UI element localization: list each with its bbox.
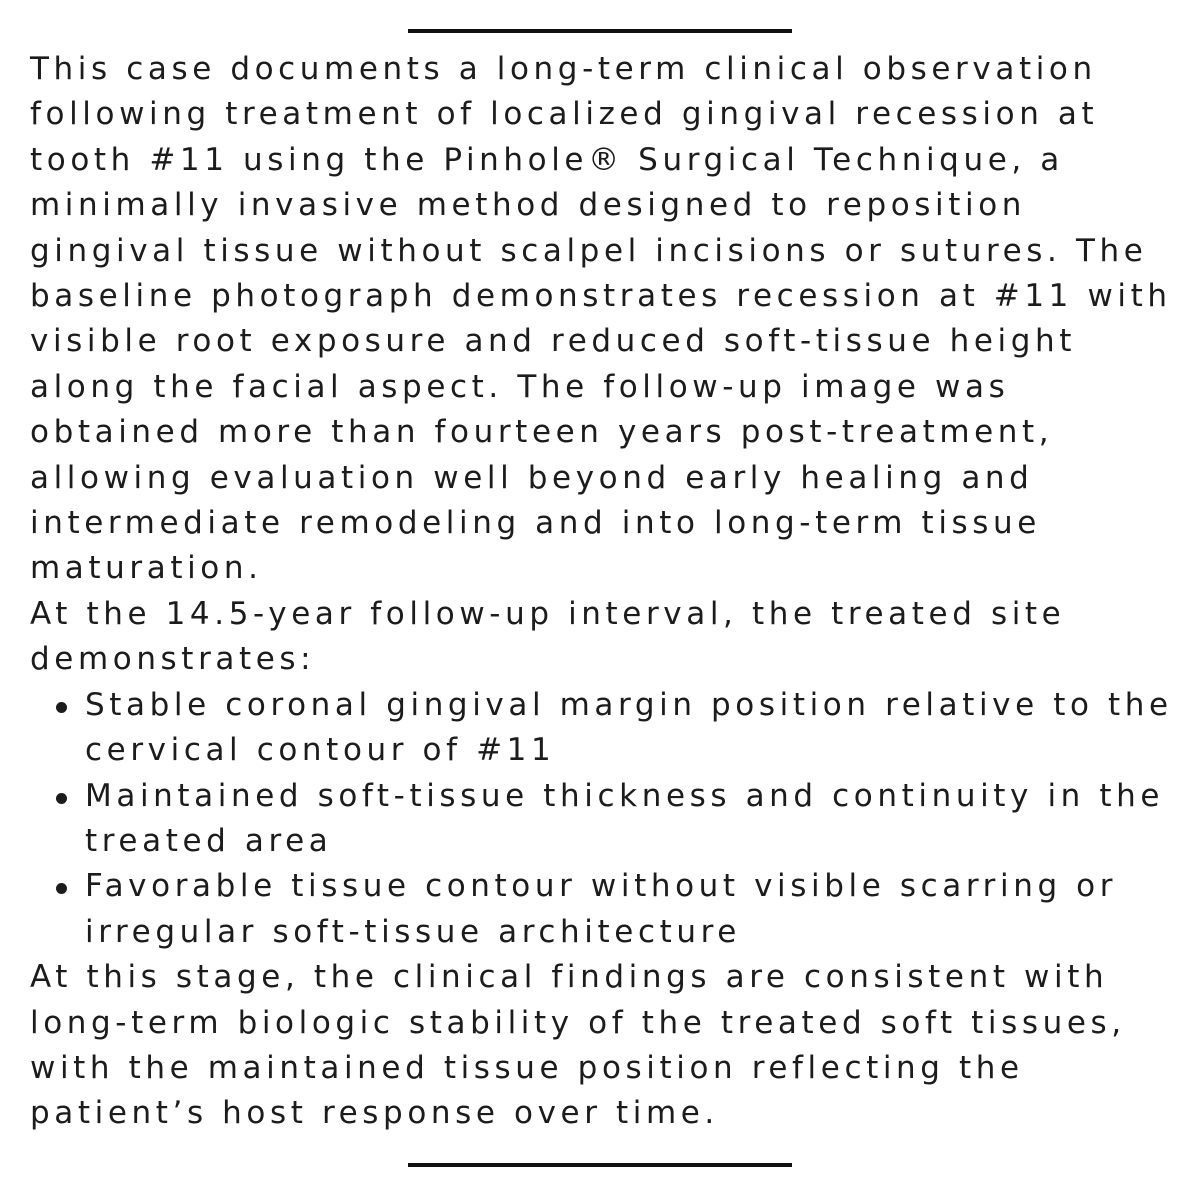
bullet-icon	[56, 702, 67, 713]
findings-lead-in: At the 14.5-year follow-up interval, the treated site demonstrates:	[30, 595, 1066, 678]
finding-text: Stable coronal gingival margin position relative to the cervical contour of #11	[85, 686, 1173, 769]
intro-paragraph: This case documents a long-term clinical observation following treatment of localized gingival recession at tooth #11 using the Pinhole® Surgical Technique, a minimally invasive method designed to reposition gingival tissue without scalpel incisions or sutures. The baseline photograph demonstrates recession at #11 with visible root exposure and reduced soft-tissue height along the facial aspect. The follow-up image was obtained more than fourteen years post-treatment, allowing evaluation well beyond early healing and intermediate remodeling and into long-term tissue maturation.	[30, 51, 1172, 587]
bullet-icon	[56, 793, 67, 804]
findings-list	[30, 683, 1175, 955]
list-item	[30, 774, 1175, 865]
case-description	[30, 47, 1175, 1137]
conclusion-paragraph: At this stage, the clinical findings are consistent with long-term biologic stability of the treated soft tissues, with the maintained tissue position reflecting the patient’s host response over time.	[30, 959, 1126, 1132]
top-divider	[408, 29, 792, 33]
list-item	[30, 864, 1175, 955]
list-item	[30, 683, 1175, 774]
bullet-icon	[56, 883, 67, 894]
finding-text: Favorable tissue contour without visible scarring or irregular soft-tissue architecture	[85, 868, 1118, 950]
finding-text: Maintained soft-tissue thickness and continuity in the treated area	[85, 777, 1165, 859]
bottom-divider	[408, 1163, 792, 1167]
